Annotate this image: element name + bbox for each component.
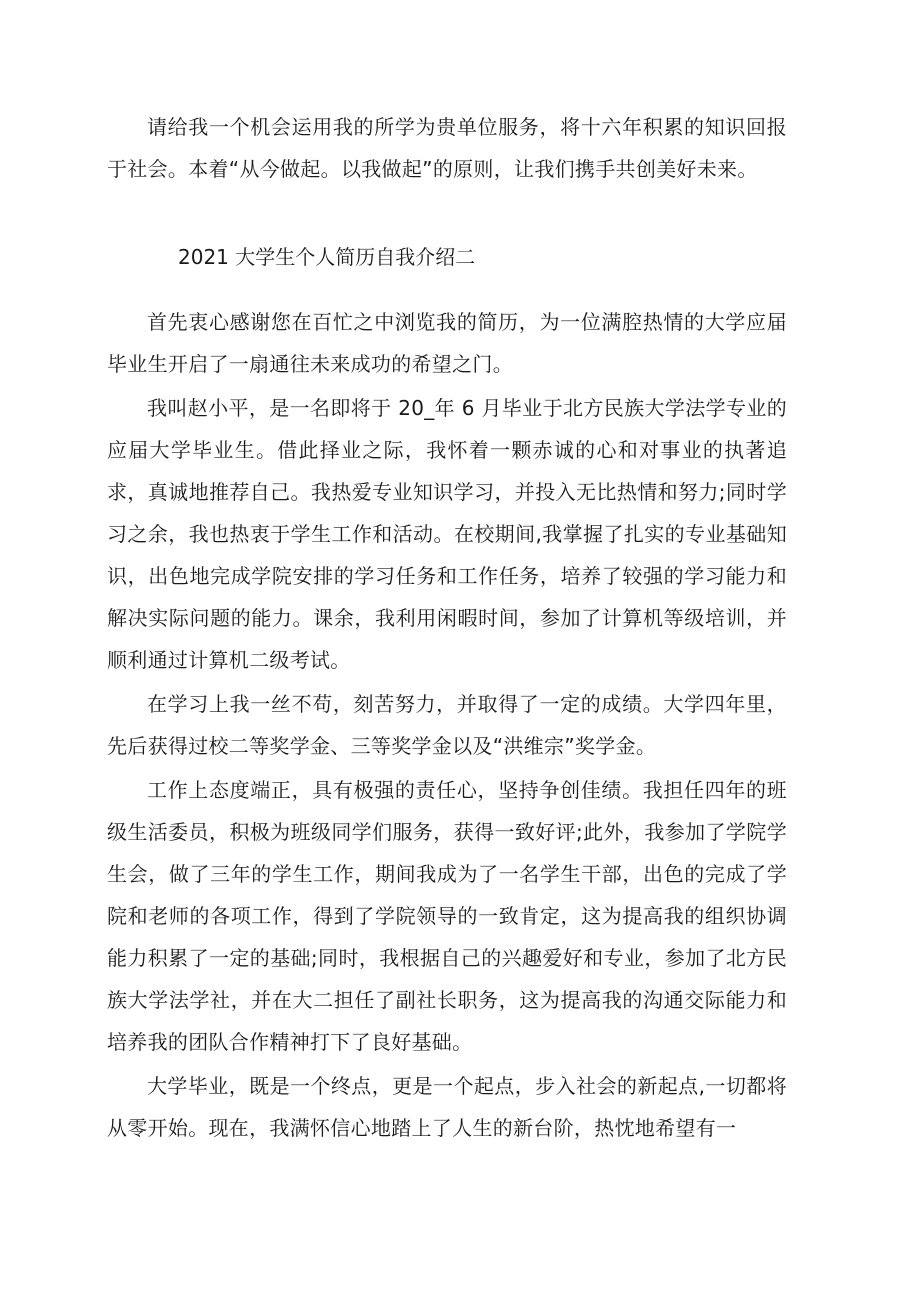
paragraph-thanks: 首先衷心感谢您在百忙之中浏览我的简历，为一位满腔热情的大学应届毕业生开启了一扇通往未来成功的希望之门。 bbox=[107, 310, 787, 376]
paragraph-introduction: 我叫赵小平，是一名即将于 20_年 6 月毕业于北方民族大学法学专业的应届大学毕业生。借此择业之际，我怀着一颗赤诚的心和对事业的执著追求，真诚地推荐自己。我热爱专业知识学习，并投入无比热情和努力;同时学习之余，我也热衷于学生工作和活动。在校期间,我掌握了扎实的专业基础知识，出色地完成学院安排的学习任务和工作任务，培养了较强的学习能力和解决实际问题的能力。课余，我利用闲暇时间，参加了计算机等级培训，并顺利通过计算机二级考试。 bbox=[107, 396, 787, 672]
paragraph-graduation: 大学毕业，既是一个终点，更是一个起点，步入社会的新起点,一切都将从零开始。现在，我满怀信心地踏上了人生的新台阶，热忱地希望有一 bbox=[107, 1074, 787, 1140]
paragraph-work: 工作上态度端正，具有极强的责任心，坚持争创佳绩。我担任四年的班级生活委员，积极为班级同学们服务，获得一致好评;此外，我参加了学院学生会，做了三年的学生工作，期间我成为了一名学生干部，出色的完成了学院和老师的各项工作，得到了学院领导的一致肯定，这为提高我的组织协调能力积累了一定的基础;同时，我根据自己的兴趣爱好和专业，参加了北方民族大学法学社，并在大二担任了副社长职务，这为提高我的沟通交际能力和培养我的团队合作精神打下了良好基础。 bbox=[107, 778, 787, 1054]
paragraph-closing-request: 请给我一个机会运用我的所学为贵单位服务，将十六年积累的知识回报于社会。本着“从今做起。以我做起”的原则，让我们携手共创美好未来。 bbox=[107, 115, 787, 181]
paragraph-academics: 在学习上我一丝不苟，刻苦努力，并取得了一定的成绩。大学四年里，先后获得过校二等奖学金、三等奖学金以及“洪维宗”奖学金。 bbox=[107, 692, 787, 758]
section-heading: 2021 大学生个人简历自我介绍二 bbox=[178, 245, 476, 269]
